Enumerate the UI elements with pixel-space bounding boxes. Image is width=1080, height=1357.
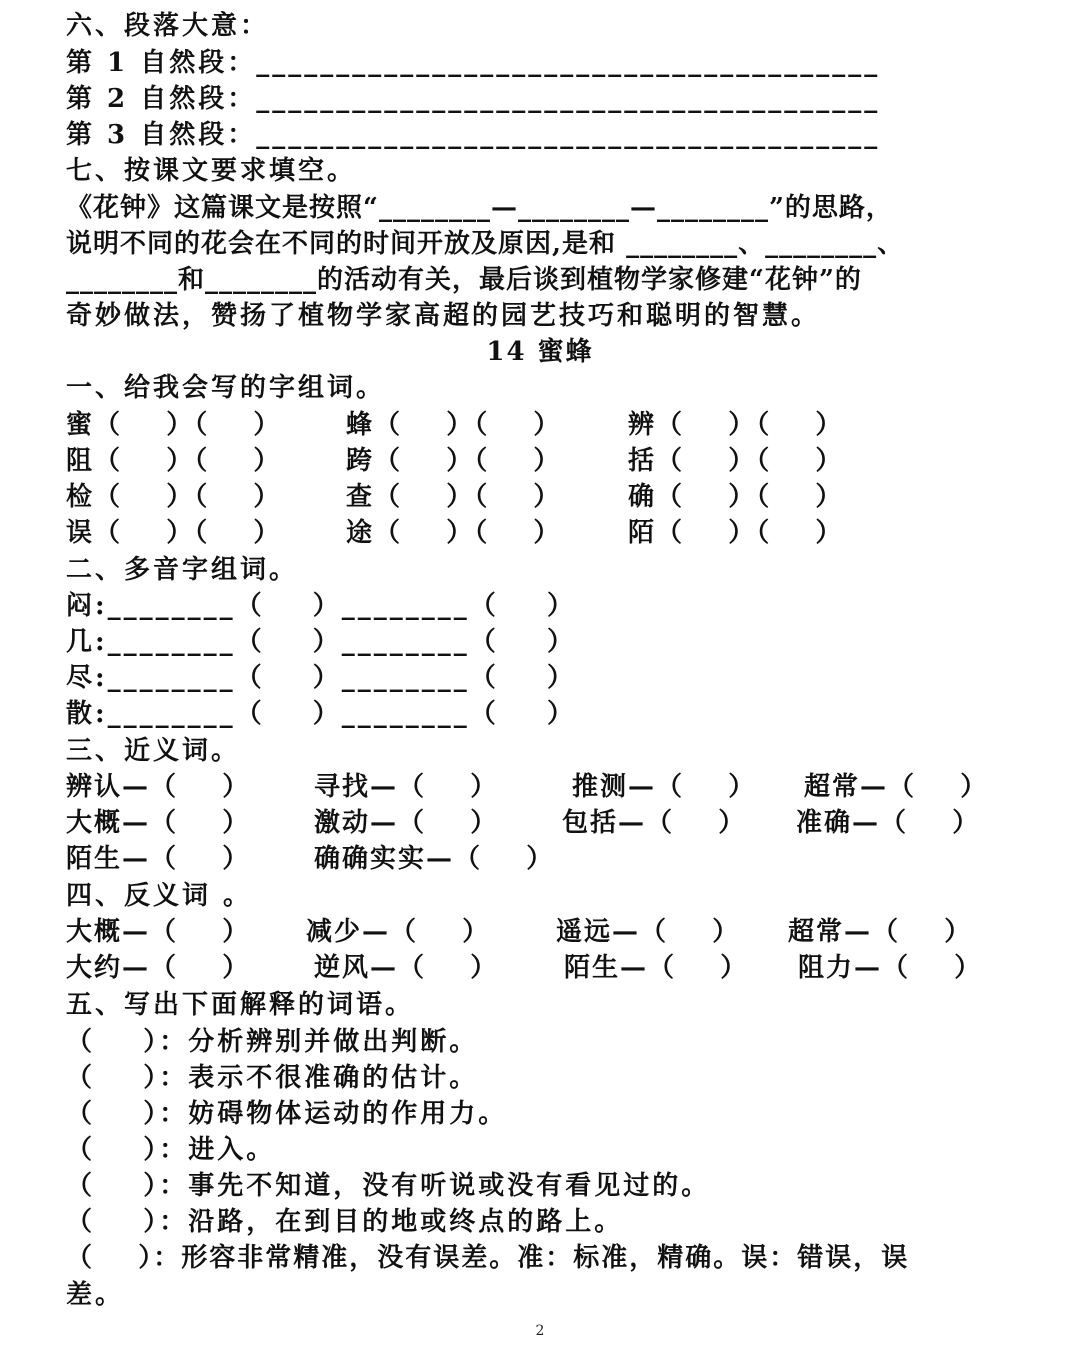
paragraph3-summary-line: 第 3 自然段：_______________________________________	[66, 120, 881, 150]
antonym-item: 大概—（ ）	[66, 917, 251, 947]
word-group-cell: 查（ ）（ ）	[346, 482, 562, 512]
part4-heading: 四、反义词 。	[66, 881, 253, 911]
part3-heading: 三、近义词。	[66, 736, 241, 766]
antonym-item: 超常—（ ）	[788, 917, 973, 947]
definition-item: （ ）：形容非常精准，没有误差。准：标准，精确。误：错误，误	[66, 1243, 910, 1273]
synonym-item: 包括—（ ）	[562, 808, 747, 838]
antonym-item: 减少—（ ）	[306, 917, 491, 947]
word-group-cell: 阻（ ）（ ）	[66, 446, 282, 476]
word-group-cell: 跨（ ）（ ）	[346, 446, 562, 476]
polyphone-row: 尽:________（ ）________（ ）	[66, 663, 577, 693]
section6-heading: 六、段落大意：	[66, 11, 270, 41]
synonym-item: 准确—（ ）	[796, 808, 981, 838]
polyphone-row: 闷:________（ ）________（ ）	[66, 591, 577, 621]
fill-blank-line-3: ________和________的活动有关，最后谈到植物学家修建“花钟”的	[66, 265, 862, 295]
word-group-cell: 蜜（ ）（ ）	[66, 410, 282, 440]
definition-item: （ ）：分析辨别并做出判断。	[66, 1027, 479, 1057]
fill-blank-line-1: 《花钟》这篇课文是按照“________—________—________”的思路，	[66, 193, 893, 223]
fill-blank-line-4: 奇妙做法，赞扬了植物学家高超的园艺技巧和聪明的智慧。	[66, 301, 821, 331]
synonym-item: 超常—（ ）	[804, 772, 989, 802]
word-group-cell: 括（ ）（ ）	[628, 446, 844, 476]
antonym-item: 大约—（ ）	[66, 953, 251, 983]
definition-item: （ ）：沿路，在到目的地或终点的路上。	[66, 1207, 624, 1237]
antonym-item: 遥远—（ ）	[556, 917, 741, 947]
paragraph1-summary-line: 第 1 自然段：_______________________________________	[66, 48, 881, 78]
word-group-cell: 误（ ）（ ）	[66, 518, 282, 548]
word-group-cell: 辨（ ）（ ）	[628, 410, 844, 440]
part2-heading: 二、多音字组词。	[66, 555, 299, 585]
polyphone-row: 几:________（ ）________（ ）	[66, 627, 577, 657]
synonym-item: 推测—（ ）	[572, 772, 757, 802]
section7-heading: 七、按课文要求填空。	[66, 156, 357, 186]
definition-item: （ ）：事先不知道，没有听说或没有看见过的。	[66, 1171, 711, 1201]
paragraph2-summary-line: 第 2 自然段：_______________________________________	[66, 84, 881, 114]
polyphone-row: 散:________（ ）________（ ）	[66, 699, 577, 729]
antonym-item: 陌生—（ ）	[564, 953, 749, 983]
word-group-cell: 蜂（ ）（ ）	[346, 410, 562, 440]
word-group-cell: 途（ ）（ ）	[346, 518, 562, 548]
synonym-item: 寻找—（ ）	[314, 772, 499, 802]
lesson-title: 14 蜜蜂	[486, 337, 594, 367]
definition-item: （ ）：表示不很准确的估计。	[66, 1063, 479, 1093]
part5-heading: 五、写出下面解释的词语。	[66, 990, 415, 1020]
synonym-item: 辨认—（ ）	[66, 772, 251, 802]
antonym-item: 阻力—（ ）	[798, 953, 983, 983]
part1-heading: 一、给我会写的字组词。	[66, 373, 386, 403]
word-group-cell: 检（ ）（ ）	[66, 482, 282, 512]
synonym-item: 确确实实—（ ）	[314, 844, 555, 874]
page-number: 2	[535, 1323, 545, 1339]
definition-item: （ ）：进入。	[66, 1135, 276, 1165]
antonym-item: 逆风—（ ）	[314, 953, 499, 983]
synonym-item: 大概—（ ）	[66, 808, 251, 838]
definition-item: （ ）：妨碍物体运动的作用力。	[66, 1099, 508, 1129]
word-group-cell: 陌（ ）（ ）	[628, 518, 844, 548]
fill-blank-line-2: 说明不同的花会在不同的时间开放及原因,是和 ________、________、	[66, 229, 905, 259]
synonym-item: 激动—（ ）	[314, 808, 499, 838]
synonym-item: 陌生—（ ）	[66, 844, 251, 874]
word-group-cell: 确（ ）（ ）	[628, 482, 844, 512]
definition-item-continuation: 差。	[66, 1280, 125, 1310]
